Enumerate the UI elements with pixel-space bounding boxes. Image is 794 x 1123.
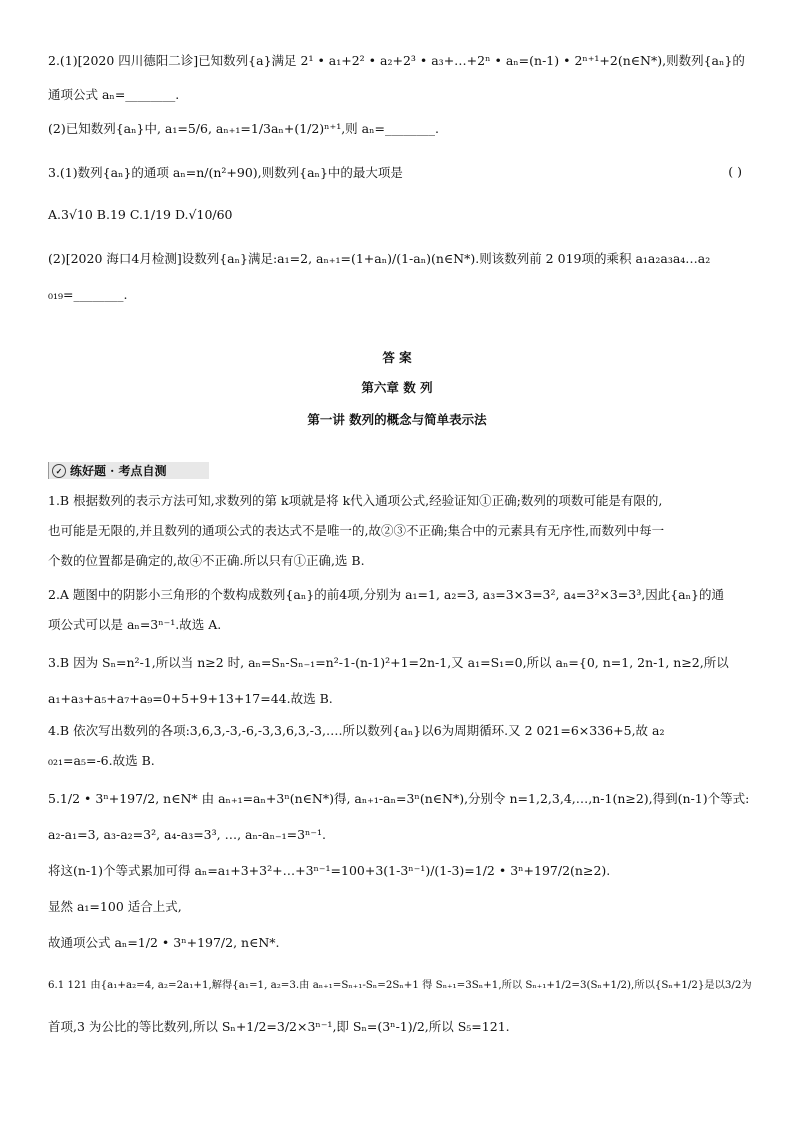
problem-3-options: A.3√10 B.19 C.1/19 D.√10/60 [48,207,233,222]
answer-5-line1: 5.1/2 • 3ⁿ+197/2, n∈N* 由 aₙ₊₁=aₙ+3ⁿ(n∈N*)得, aₙ₊₁-aₙ=3ⁿ(n∈N*),分别令 n=1,2,3,4,…,n-1(n≥2),得到(n-1)个等式: [48,791,750,806]
answer-6-line1: 6.1 121 由{a₁+a₂=4, a₂=2a₁+1,解得{a₁=1, a₂=3.由 aₙ₊₁=Sₙ₊₁-Sₙ=2Sₙ+1 得 Sₙ₊₁=3Sₙ+1,所以 Sₙ₊₁+1/2=3(Sₙ+1/2),所以{Sₙ+1/2}是以3/2为 [48,979,752,991]
problem-3-2-line1: (2)[2020 海口4月检测]设数列{aₙ}满足:a₁=2, aₙ₊₁=(1+aₙ)/(1-aₙ)(n∈N*).则该数列前 2 019项的乘积 a₁a₂a₃a₄…a₂ [48,251,711,266]
answer-5-line5: 故通项公式 aₙ=1/2 • 3ⁿ+197/2, n∈N*. [48,935,280,950]
answer-5-line3: 将这(n-1)个等式累加可得 aₙ=a₁+3+3²+…+3ⁿ⁻¹=100+3(1-3ⁿ⁻¹)/(1-3)=1/2 • 3ⁿ+197/2(n≥2). [48,863,611,878]
problem-2-1-line1: 2.(1)[2020 四川德阳二诊]已知数列{a}满足 2¹ • a₁+2² • a₂+2³ • a₃+…+2ⁿ • aₙ=(n-1) • 2ⁿ⁺¹+2(n∈N*),则数列{aₙ}的 [48,53,745,68]
answer-6-line2: 首项,3 为公比的等比数列,所以 Sₙ+1/2=3/2×3ⁿ⁻¹,即 Sₙ=(3ⁿ-1)/2,所以 S₅=121. [48,1019,510,1034]
answer-3-line2: a₁+a₃+a₅+a₇+a₉=0+5+9+13+17=44.故选 B. [48,691,333,706]
answer-3-line1: 3.B 因为 Sₙ=n²-1,所以当 n≥2 时, aₙ=Sₙ-Sₙ₋₁=n²-1-(n-1)²+1=2n-1,又 a₁=S₁=0,所以 aₙ={0, n=1, 2n-1, n≥2,所以 [48,655,729,670]
answer-2-line2: 项公式可以是 aₙ=3ⁿ⁻¹.故选 A. [48,617,222,632]
answer-1-line1: 1.B 根据数列的表示方法可知,求数列的第 k项就是将 k代入通项公式,经验证知①正确;数列的项数可能是有限的, [48,493,663,508]
chapter-title: 第六章 数 列 [361,380,433,395]
answers-title: 答 案 [382,350,412,365]
lightbulb-icon: ✓ [52,464,66,478]
answer-2-line1: 2.A 题图中的阴影小三角形的个数构成数列{aₙ}的前4项,分别为 a₁=1, a₂=3, a₃=3×3=3², a₄=3²×3=3³,因此{aₙ}的通 [48,587,724,602]
answer-blank-paren: ( ) [728,164,742,179]
section-title: 第一讲 数列的概念与简单表示法 [307,412,487,427]
problem-2-2: (2)已知数列{aₙ}中, a₁=5/6, aₙ₊₁=1/3aₙ+(1/2)ⁿ⁺¹,则 aₙ=________. [48,121,439,136]
answer-1-line2: 也可能是无限的,并且数列的通项公式的表达式不是唯一的,故②③不正确;集合中的元素具有无序性,而数列中每一 [48,523,665,538]
answer-5-line4: 显然 a₁=100 适合上式, [48,899,182,914]
answer-1-line3: 个数的位置都是确定的,故④不正确.所以只有①正确,选 B. [48,553,365,568]
problem-3-1: 3.(1)数列{aₙ}的通项 aₙ=n/(n²+90),则数列{aₙ}中的最大项是 [48,165,403,180]
answer-4-line1: 4.B 依次写出数列的各项:3,6,3,-3,-6,-3,3,6,3,-3,….所以数列{aₙ}以6为周期循环.又 2 021=6×336+5,故 a₂ [48,723,665,738]
answer-4-line2: ₀₂₁=a₅=-6.故选 B. [48,753,155,768]
answer-5-line2: a₂-a₁=3, a₃-a₂=3², a₄-a₃=3³, …, aₙ-aₙ₋₁=3ⁿ⁻¹. [48,827,327,842]
problem-2-1-line2: 通项公式 aₙ=________. [48,87,180,102]
problem-3-2-line2: ₀₁₉=________. [48,287,128,302]
section-tag-label: 练好题 · 考点自测 [70,464,167,478]
section-tag [48,462,209,479]
